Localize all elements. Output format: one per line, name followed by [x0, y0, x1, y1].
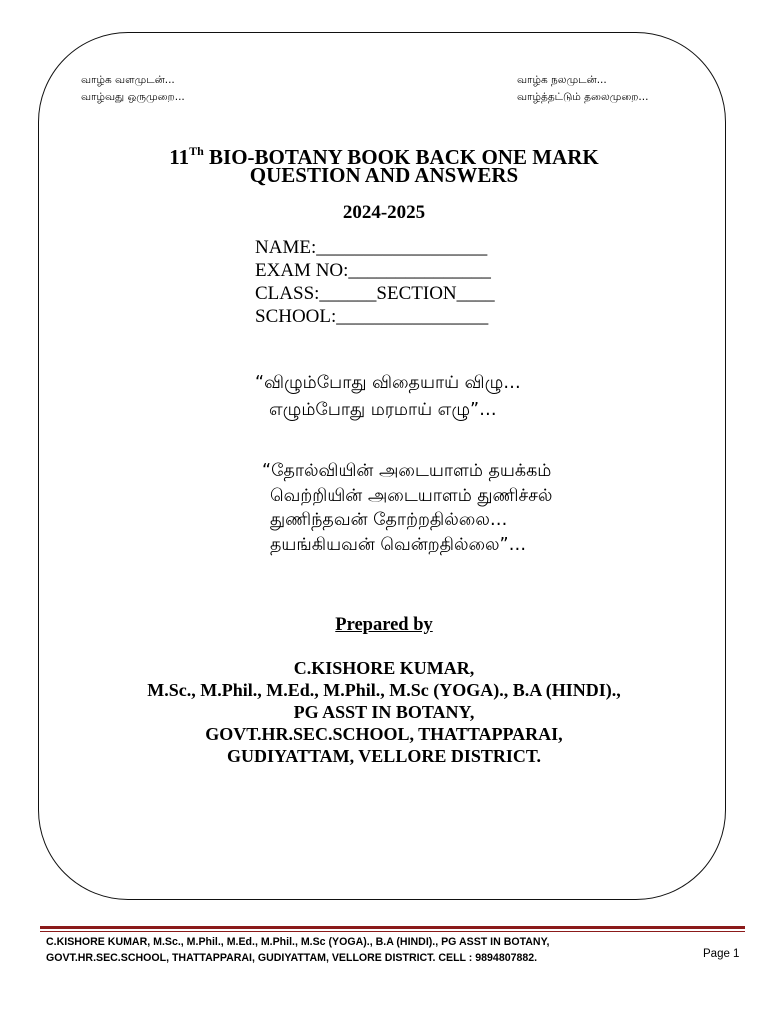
author-qualifications: M.Sc., M.Phil., M.Ed., M.Phil., M.Sc (YOGA)., B.A (HINDI).,: [147, 680, 621, 700]
footer-line-1: C.KISHORE KUMAR, M.Sc., M.Phil., M.Ed., M.Phil., M.Sc (YOGA)., B.A (HINDI)., PG ASST IN BOTANY,: [46, 936, 550, 948]
blessing-right-line-1: வாழ்க நலமுடன்...: [517, 74, 607, 86]
school-field: SCHOOL:________________: [255, 306, 489, 327]
quote-2-line-3: துணிந்தவன் தோற்றதில்லை…: [270, 510, 508, 530]
footer-text: [46, 934, 549, 966]
academic-year: 2024-2025: [342, 202, 426, 223]
blessing-right-line-2: வாழ்த்தட்டும் தலைமுறை...: [517, 91, 649, 103]
class-section-field: CLASS:______SECTION____: [255, 283, 495, 304]
exam-no-field: EXAM NO:_______________: [255, 260, 491, 281]
blessing-left-line-2: வாழ்வது ஒருமுறை...: [81, 91, 185, 103]
blessing-left: [81, 72, 185, 106]
footer-rule-thin: [40, 931, 745, 932]
footer-line-2: GOVT.HR.SEC.SCHOOL, THATTAPPARAI, GUDIYATTAM, VELLORE DISTRICT. CELL : 9894807882.: [46, 952, 538, 964]
author-designation: PG ASST IN BOTANY,: [293, 702, 475, 722]
quote-2-line-4: தயங்கியவன் வென்றதில்லை”…: [270, 534, 527, 555]
grade-number: 11: [169, 145, 190, 169]
quote-2-line-2: வெற்றியின் அடையாளம் துணிச்சல்: [270, 485, 553, 506]
document-title-line-2: QUESTION AND ANSWERS: [249, 163, 519, 187]
blessing-right: [517, 72, 648, 106]
author-name: C.KISHORE KUMAR,: [293, 658, 475, 678]
footer-rule-thick: [40, 926, 745, 929]
student-details-form: [255, 236, 495, 328]
page-number: Page 1: [703, 948, 740, 960]
title-text: BIO-BOTANY BOOK BACK ONE MARK: [203, 145, 599, 169]
motivational-quote-2: [262, 459, 552, 557]
name-field: NAME:__________________: [255, 237, 488, 258]
motivational-quote-1: [255, 370, 521, 424]
quote-1-line-2: எழும்போது மரமாய் எழு”…: [269, 400, 497, 420]
quote-1-line-1: “விழும்போது விதையாய் விழு…: [255, 373, 521, 393]
author-block: [0, 657, 768, 767]
quote-2-line-1: “தோல்வியின் அடையாளம் தயக்கம்: [262, 461, 552, 481]
author-school: GOVT.HR.SEC.SCHOOL, THATTAPPARAI,: [205, 724, 563, 744]
blessing-left-line-1: வாழ்க வளமுடன்...: [81, 74, 175, 86]
prepared-by-heading: Prepared by: [335, 615, 433, 635]
author-location: GUDIYATTAM, VELLORE DISTRICT.: [226, 746, 542, 766]
grade-suffix: Th: [189, 144, 204, 158]
